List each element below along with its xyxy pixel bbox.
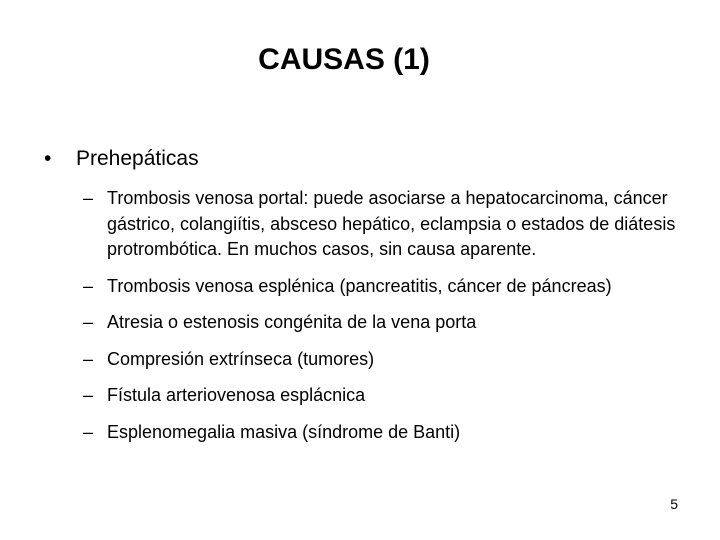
sub-bullet-text: Fístula arteriovenosa esplácnica bbox=[107, 385, 366, 405]
sub-bullet-esplenomegalia bbox=[83, 420, 693, 446]
slide-title: CAUSAS (1) bbox=[258, 43, 430, 76]
dash-icon: – bbox=[83, 275, 94, 296]
sub-bullet-text: Trombosis venosa esplénica (pancreatitis, cáncer de páncreas) bbox=[107, 275, 612, 296]
bullet-dot-icon: • bbox=[44, 147, 52, 170]
sub-bullet-trombosis-esplenica bbox=[83, 274, 693, 300]
sub-bullet-compresion bbox=[83, 347, 693, 373]
sub-bullet-text: Esplenomegalia masiva (síndrome de Banti) bbox=[107, 421, 461, 442]
dash-icon: – bbox=[83, 348, 94, 369]
dash-icon: – bbox=[83, 188, 94, 208]
sub-bullet-fistula bbox=[83, 383, 693, 409]
bullet-prehepaticas-label: Prehepáticas bbox=[76, 147, 199, 170]
sub-bullet-text: Trombosis venosa portal: puede asociarse a hepatocarcinoma, cáncer gástrico, colangiítis, absceso hepático, eclampsia o estados de diátesis protrombótica. En muchos casos, sin causa aparente. bbox=[107, 188, 676, 259]
sub-bullet-list bbox=[83, 186, 693, 456]
sub-bullet-text: Compresión extrínseca (tumores) bbox=[107, 348, 375, 369]
sub-bullet-atresia bbox=[83, 310, 693, 336]
dash-icon: – bbox=[83, 385, 94, 405]
page-number: 5 bbox=[670, 496, 678, 512]
dash-icon: – bbox=[83, 312, 94, 332]
sub-bullet-text: Atresia o estenosis congénita de la vena porta bbox=[107, 312, 477, 332]
sub-bullet-trombosis-portal bbox=[83, 186, 693, 263]
dash-icon: – bbox=[83, 421, 94, 442]
